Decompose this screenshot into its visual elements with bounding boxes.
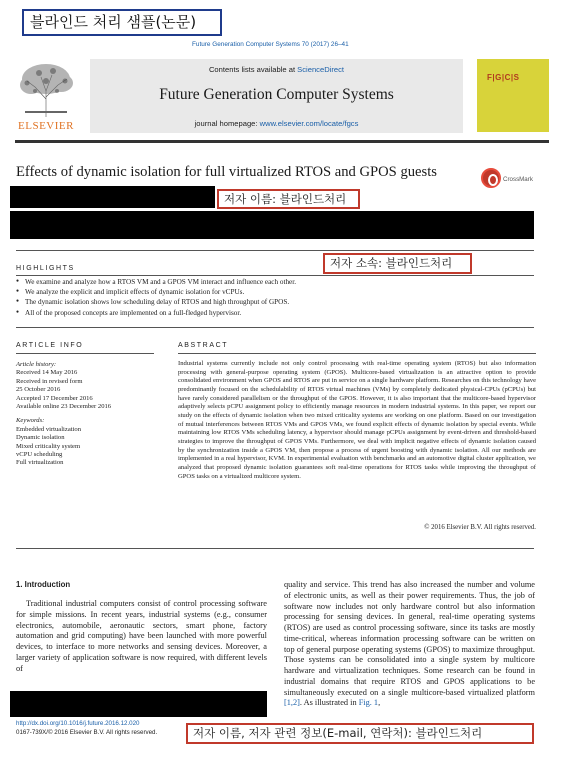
masthead-divider	[15, 140, 549, 143]
history-item: 25 October 2016	[16, 386, 61, 394]
article-info-rule	[16, 353, 154, 354]
highlight-item: ● We examine and analyze how a RTOS VM and a GPOS VM interact and influence each other.	[16, 277, 550, 287]
elsevier-tree-logo-icon	[15, 61, 77, 119]
issn-line: 0167-739X/© 2016 Elsevier B.V. All rights reserved.	[16, 729, 158, 736]
abstract-heading: ABSTRACT	[178, 342, 229, 349]
redacted-affiliation	[10, 211, 534, 239]
highlights-bottom-rule	[16, 327, 534, 328]
doi-link[interactable]: http://dx.doi.org/10.1016/j.future.2016.12.020	[16, 720, 140, 727]
intro-right-text-end: ,	[378, 698, 381, 708]
keywords-label: Keywords:	[16, 417, 45, 425]
journal-homepage-line	[90, 119, 463, 128]
history-item: Accepted 17 December 2016	[16, 394, 93, 402]
history-item: Available online 23 December 2016	[16, 403, 112, 411]
highlight-item: ● The dynamic isolation shows low scheduling delay of RTOS and high throughput of GPOS.	[16, 297, 550, 307]
keyword-item: Mixed criticality system	[16, 442, 81, 450]
keyword-item: Full virtualization	[16, 459, 64, 467]
history-item: Received 14 May 2016	[16, 369, 78, 377]
article-title: Effects of dynamic isolation for full virtualized RTOS and GPOS guests	[16, 164, 437, 180]
introduction-right-column	[284, 580, 535, 709]
article-info-block	[16, 361, 156, 468]
introduction-heading: 1. Introduction	[16, 580, 71, 589]
front-matter-bottom-rule	[16, 548, 534, 549]
affiliation-blind-label: 저자 소속: 블라인드처리	[323, 253, 472, 274]
keyword-item: Embedded virtualization	[16, 425, 82, 433]
crossmark-label[interactable]: CrossMark	[503, 176, 533, 183]
elsevier-wordmark: ELSEVIER	[18, 120, 74, 132]
highlights-heading: HIGHLIGHTS	[16, 265, 75, 272]
sciencedirect-link[interactable]: ScienceDirect	[297, 65, 345, 74]
reference-link[interactable]: [1,2]	[284, 698, 300, 708]
journal-reference-link[interactable]: Future Generation Computer Systems 70 (2017) 26–41	[192, 41, 349, 48]
blind-sample-label: 블라인드 처리 샘플(논문)	[22, 9, 222, 36]
intro-right-text: quality and service. This trend has also increased the number and volume of electronic units, as well as their power requirements. Thus, the job of software now includes not only hardware control but also information processing for sensing devices. In general, real-time operating systems (RTOS) are used as control processing software, since its tasks are mostly time-critical, whereas information processing software can be written on top of general purpose operating systems (GPOS) to maximize throughput. Those systems can be consolidated into a single system by multicore hardware and virtualization techniques. Some research can be found in industrial domains that require RTOS and GPOS applications to be simultaneously executed on a single multicore-based virtualized platform	[284, 580, 535, 697]
introduction-left-column: Traditional industrial computers consist of control processing software for simple missions. In recent years, industrial systems (e.g., consumer electronics, automobile, aeronautic sectors, smart phone, factory automation and grid computing) have been launched with more powerful devices, to interface to more networks and sensing devices. Moreover, a larger variety of application software is now required, with different levels of	[16, 599, 267, 673]
article-info-heading: ARTICLE INFO	[16, 342, 84, 349]
intro-right-text-mid: . As illustrated in	[299, 698, 359, 708]
journal-homepage-link[interactable]: www.elsevier.com/locate/fgcs	[259, 119, 359, 128]
affiliation-divider	[16, 250, 534, 251]
article-history-label: Article history:	[16, 361, 57, 368]
journal-name: Future Generation Computer Systems	[159, 86, 394, 103]
author-name-blind-label: 저자 이름: 블라인드처리	[217, 189, 360, 209]
homepage-prefix: journal homepage:	[194, 119, 260, 128]
contents-prefix: Contents lists available at	[208, 65, 298, 74]
abstract-text: Industrial systems currently include not only control processing with real-time operating system (RTOS) but also information processing with general-purpose operating system (GPOS). Multicore-based virtualization is an attractive option to provide consolidated environment when GPOS and RTOS are put in service on a single hardware platform. Researches on this technology have predominantly focused on the schedulability of RTOS virtual machines (VMs) by completely dedicated physical-CPUs (pCPUs) but have rarely considered parallelism or the throughput of the GPOS. However, it is also important that the multicore-based hypervisor adaptively selects pCPU assignment policy to efficiently manage resources in modern industrial systems. In this paper, we report our study on the effects of dynamic isolation when two mixed criticality systems are working on one platform. Based on our investigation of mutual interferences between RTOS VMs and GPOS VMs, we found explicit effects of dynamic isolation by special events. While maintaining low RTOS VMs scheduling latency, a hypervisor should manage pCPUs assignment by event-driven and threshold-based strategies to improve the throughput of GPOS VMs. Furthermore, we deal with implicit negative effects of dynamic isolation caused by the synchronization inside a GPOS VM, then propose a process of urgent boosting with dynamic isolation. All our methods are implemented in a real hypervisor, KVM. In experimental evaluation with benchmarks and an automotive digital cluster application, we analyzed that proposed dynamic isolation guarantees soft real-time operations for RTOS tasks while improving the throughput of GPOS tasks on a virtualized multicore system.	[178, 360, 536, 480]
highlight-item: ● We analyze the explicit and implicit effects of dynamic isolation for vCPUs.	[16, 287, 550, 297]
redacted-author-names	[10, 186, 215, 208]
highlight-item: ● All of the proposed concepts are implemented on a full-fledged hypervisor.	[16, 308, 550, 318]
redacted-author-footnote	[10, 691, 267, 717]
journal-cover-thumbnail[interactable]	[477, 59, 549, 132]
journal-cover-title: F|G|C|S	[487, 73, 520, 82]
keyword-item: vCPU scheduling	[16, 451, 63, 459]
figure-link[interactable]: Fig. 1	[358, 698, 379, 708]
history-item: Received in revised form	[16, 377, 83, 385]
abstract-copyright: © 2016 Elsevier B.V. All rights reserved.	[424, 524, 536, 531]
abstract-rule	[178, 353, 536, 354]
crossmark-icon[interactable]	[481, 168, 501, 188]
contents-line	[90, 65, 463, 74]
keyword-item: Dynamic isolation	[16, 434, 65, 442]
highlights-list	[16, 277, 550, 318]
highlights-rule	[16, 275, 534, 276]
author-contact-blind-label: 저자 이름, 저자 관련 정보(E-mail, 연락처): 블라인드처리	[186, 723, 534, 744]
